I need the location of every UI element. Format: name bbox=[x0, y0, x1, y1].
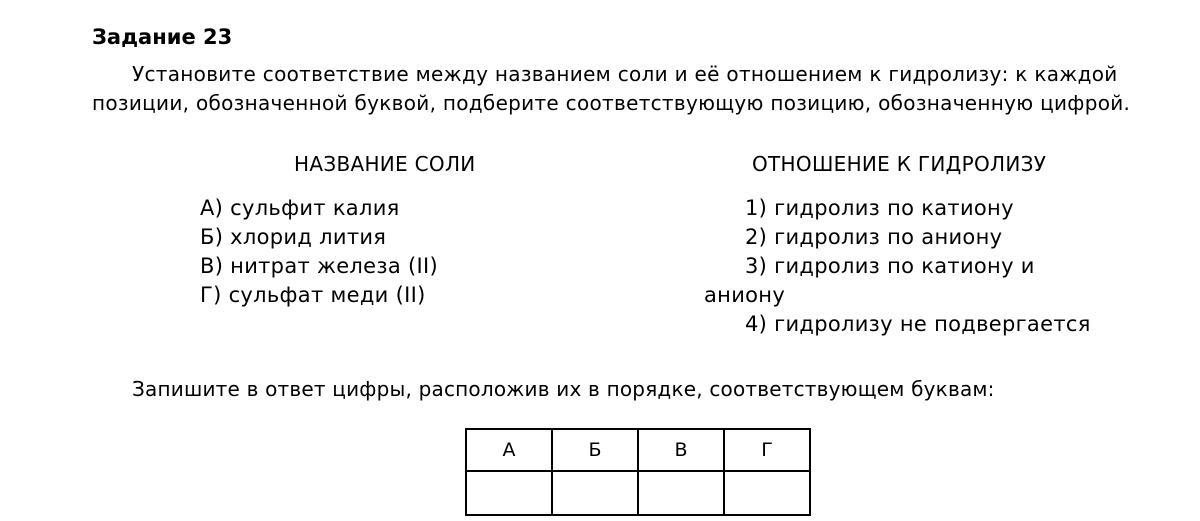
salt-item-a: А) сульфит калия bbox=[200, 196, 400, 220]
answer-table-input-row bbox=[466, 471, 810, 515]
answer-cell-b[interactable] bbox=[552, 471, 638, 515]
left-column-header: НАЗВАНИЕ СОЛИ bbox=[294, 152, 476, 176]
salt-item-v: В) нитрат железа (II) bbox=[200, 254, 438, 278]
answer-letter-v: В bbox=[638, 429, 724, 471]
task-title: Задание 23 bbox=[92, 25, 233, 49]
answer-letter-b: Б bbox=[552, 429, 638, 471]
answer-table bbox=[465, 428, 811, 516]
instruction-line-1: Установите соответствие между названием соли и её отношением к гидролизу: к каждой bbox=[132, 62, 1118, 86]
hydrolysis-option-2: 2) гидролиз по аниону bbox=[745, 225, 1003, 249]
answer-prompt: Запишите в ответ цифры, расположив их в порядке, соответствующем буквам: bbox=[132, 377, 995, 401]
answer-cell-g[interactable] bbox=[724, 471, 810, 515]
instruction-line-2: позиции, обозначенной буквой, подберите соответствующую позицию, обозначенную цифрой. bbox=[92, 91, 1131, 115]
answer-letter-a: А bbox=[466, 429, 552, 471]
salt-item-b: Б) хлорид лития bbox=[200, 225, 387, 249]
hydrolysis-option-4: 4) гидролизу не подвергается bbox=[745, 312, 1091, 336]
salt-item-g: Г) сульфат меди (II) bbox=[200, 283, 426, 307]
answer-table-header-row bbox=[466, 429, 810, 471]
hydrolysis-option-1: 1) гидролиз по катиону bbox=[745, 196, 1014, 220]
answer-letter-g: Г bbox=[724, 429, 810, 471]
hydrolysis-option-3-continuation: аниону bbox=[704, 283, 786, 307]
right-column-header: ОТНОШЕНИЕ К ГИДРОЛИЗУ bbox=[752, 152, 1047, 176]
answer-cell-v[interactable] bbox=[638, 471, 724, 515]
hydrolysis-option-3: 3) гидролиз по катиону и bbox=[745, 254, 1035, 278]
answer-cell-a[interactable] bbox=[466, 471, 552, 515]
